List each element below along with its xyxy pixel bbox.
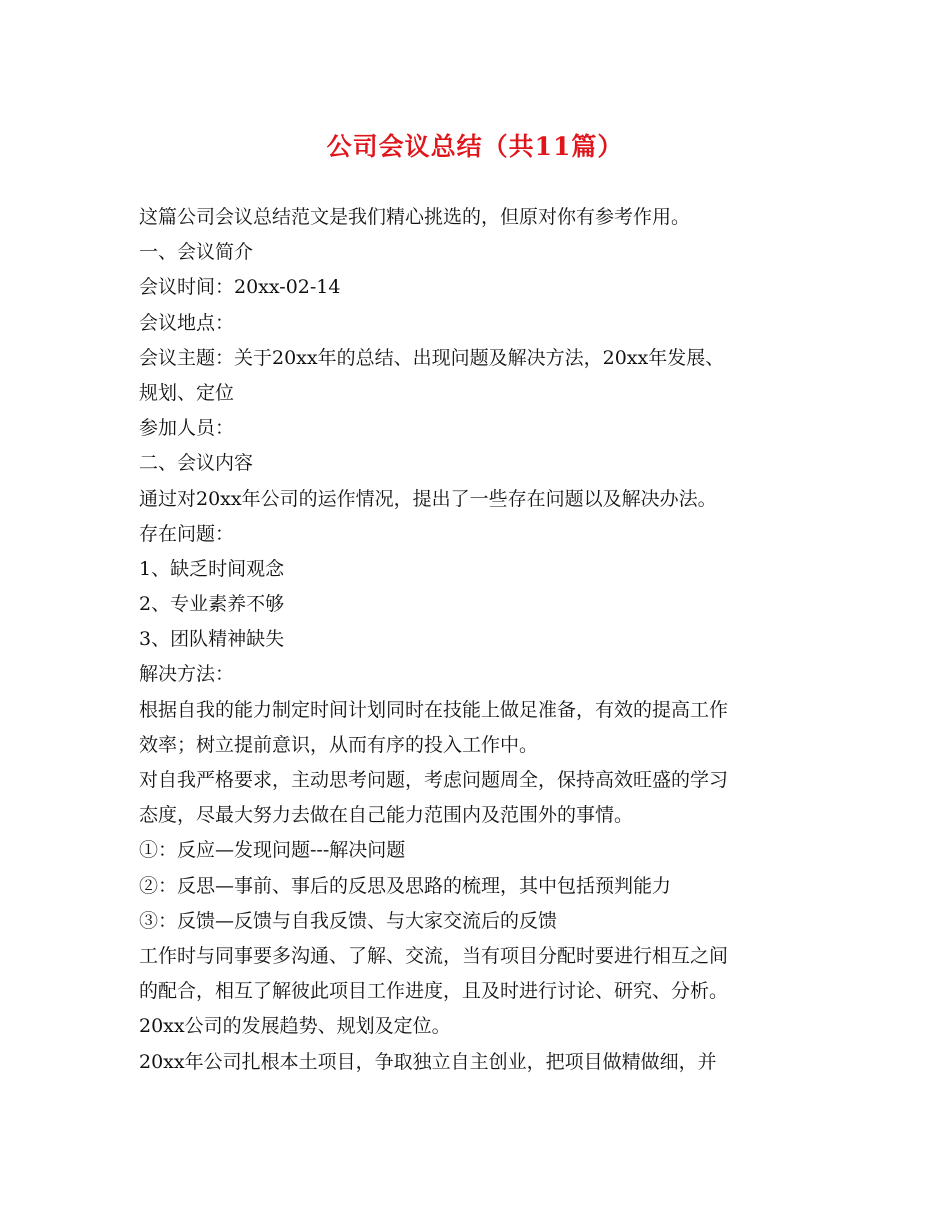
subheading-problems: 存在问题： <box>139 522 235 545</box>
meeting-time: 会议时间：20xx-02-14 <box>139 276 341 299</box>
section-heading: 二、会议内容 <box>139 452 254 475</box>
meeting-topic-continued: 规划、定位 <box>139 381 235 404</box>
list-item: ③：反馈—反馈与自我反馈、与大家交流后的反馈 <box>139 909 558 932</box>
body-line: 效率；树立提前意识，从而有序的投入工作中。 <box>139 733 539 756</box>
body-line: 20xx公司的发展趋势、规划及定位。 <box>139 1015 451 1038</box>
meeting-topic: 会议主题：关于20xx年的总结、出现问题及解决方法，20xx年发展、 <box>139 346 725 369</box>
list-item: 3、团队精神缺失 <box>139 628 285 651</box>
document-body <box>139 200 829 1080</box>
meeting-location: 会议地点： <box>139 311 235 334</box>
section-heading: 一、会议简介 <box>139 241 254 264</box>
body-line: 工作时与同事要多沟通、了解、交流，当有项目分配时要进行相互之间 <box>139 944 729 967</box>
list-item: ①：反应—发现问题---解决问题 <box>139 839 406 862</box>
body-line: 对自我严格要求，主动思考问题，考虑问题周全，保持高效旺盛的学习 <box>139 769 729 791</box>
body-line: 通过对20xx年公司的运作情况，提出了一些存在问题以及解决办法。 <box>139 487 717 510</box>
body-line: 的配合，相互了解彼此项目工作进度，且及时进行讨论、研究、分析。 <box>139 980 729 1003</box>
body-line: 20xx年公司扎根本土项目，争取独立自主创业，把项目做精做细，并 <box>139 1050 717 1073</box>
list-item: 2、专业素养不够 <box>139 593 285 616</box>
list-item: ②：反思—事前、事后的反思及思路的梳理，其中包括预判能力 <box>139 874 672 897</box>
list-item: 1、缺乏时间观念 <box>139 557 285 580</box>
subheading-solutions: 解决方法： <box>139 663 235 686</box>
participants: 参加人员： <box>139 417 235 440</box>
body-line: 这篇公司会议总结范文是我们精心挑选的，但原对你有参考作用。 <box>139 206 691 228</box>
body-line: 根据自我的能力制定时间计划同时在技能上做足准备，有效的提高工作 <box>139 698 729 721</box>
document-title: 公司会议总结（共11篇） <box>326 132 624 161</box>
body-line: 态度，尽最大努力去做在自己能力范围内及范围外的事情。 <box>139 804 634 827</box>
